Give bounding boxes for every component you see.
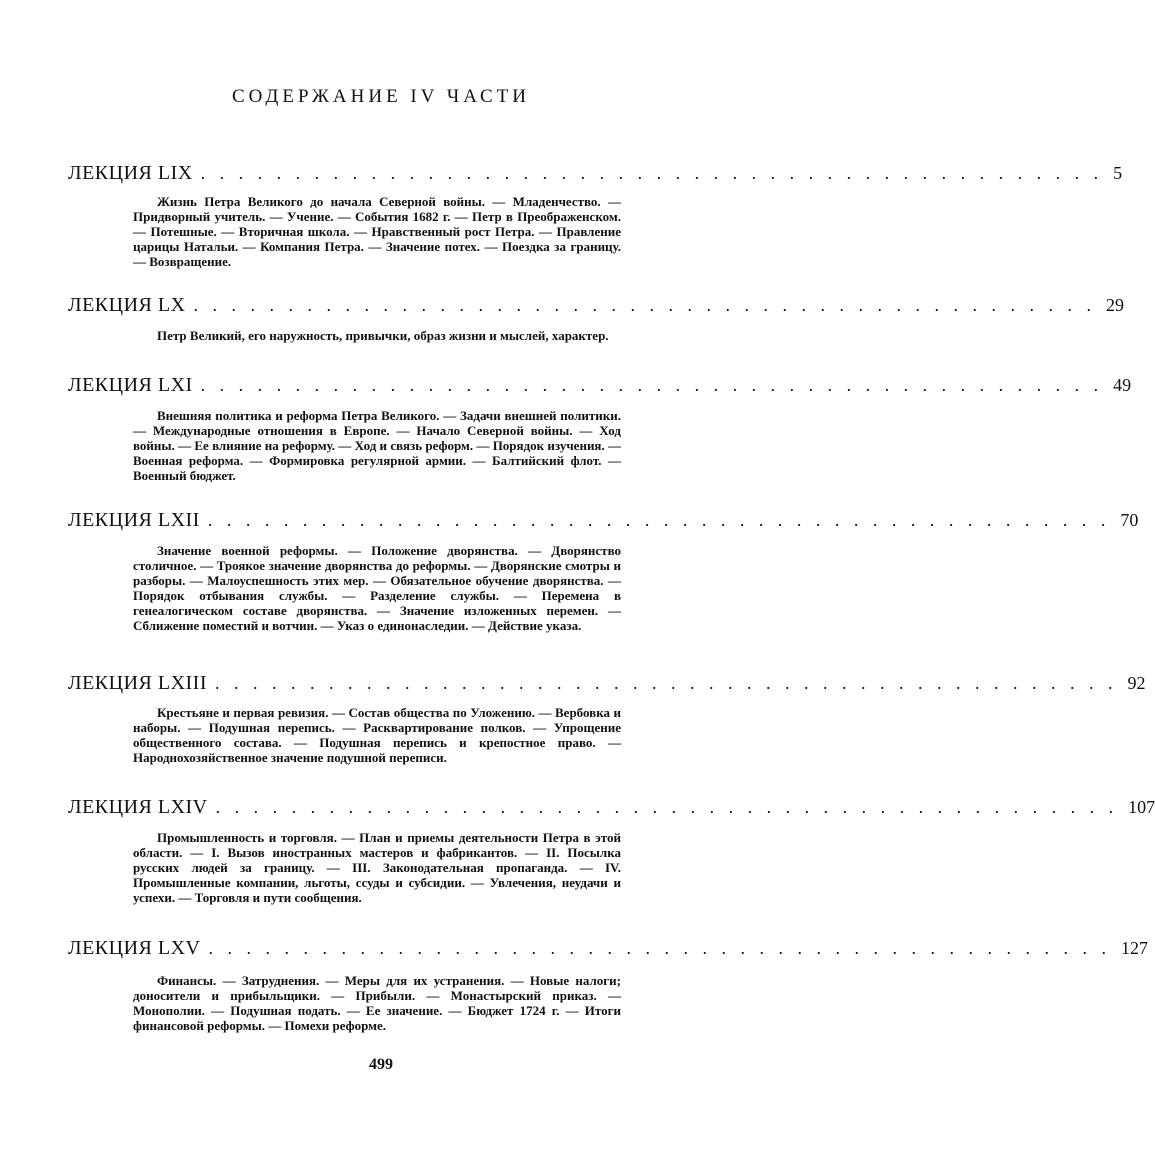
lecture-title: ЛЕКЦИЯ LX [68, 294, 186, 316]
toc-entry-heading [68, 509, 1139, 533]
toc-entry-heading [68, 374, 1132, 398]
page-number-footer: 499 [369, 1056, 393, 1073]
lecture-summary: Жизнь Петра Великого до начала Северной войны. — Младенчество. — Придворный учитель. — Учение. — События 1682 г. — Петр в Преображенском. — Потешные. — Вторичная школа. — Нравственный рост Петра. — Правление царицы Натальи. — Компания Петра. — Значение потех. — Поездка за границу. — Возвращение. [133, 194, 621, 269]
lecture-title: ЛЕКЦИЯ LXIV [68, 796, 208, 818]
lecture-title: ЛЕКЦИЯ LIX [68, 162, 193, 184]
dot-leader: . . . . . . . . . . . . . . . . . . . . . . . . . . . . . . . . . . . . . . . . . . . . . . . . [215, 797, 1119, 817]
page-number: 92 [1127, 673, 1146, 693]
lecture-title: ЛЕКЦИЯ LXII [68, 509, 200, 531]
lecture-summary: Крестьяне и первая ревизия. — Состав общества по Уложению. — Вербовка и наборы. — Подушная перепись. — Расквартирование полков. — Упрощение общественного состава. — Подушная перепись и крепостное право. — Народнохозяйственное значение подушной переписи. [133, 705, 621, 765]
lecture-summary: Финансы. — Затруднения. — Меры для их устранения. — Новые налоги; доносители и прибыльщики. — Прибыли. — Монастырский приказ. — Монополии. — Подушная подать. — Ее значение. — Бюджет 1724 г. — Итоги финансовой реформы. — Помехи реформе. [133, 973, 621, 1033]
toc-entry-heading [68, 937, 1148, 961]
toc-entry-heading [68, 672, 1146, 696]
page-number: 127 [1120, 938, 1148, 958]
lecture-summary: Значение военной реформы. — Положение дворянства. — Дворянство столичное. — Троякое значение дворянства до реформы. — Дворянские смотры и разборы. — Малоуспешность этих мер. — Обязательное обучение дворянства. — Порядок отбывания службы. — Разделение службы. — Перемена в генеалогическом составе дворянства. — Значение изложенных перемен. — Сближение поместий и вотчин. — Указ о единонаследии. — Действие указа. [133, 543, 621, 633]
lecture-title: ЛЕКЦИЯ LXI [68, 374, 193, 396]
lecture-title: ЛЕКЦИЯ LXV [68, 937, 201, 959]
dot-leader: . . . . . . . . . . . . . . . . . . . . . . . . . . . . . . . . . . . . . . . . . . . . . . . . [208, 938, 1111, 958]
dot-leader: . . . . . . . . . . . . . . . . . . . . . . . . . . . . . . . . . . . . . . . . . . . . . . . . [200, 163, 1104, 183]
toc-entry-heading [68, 162, 1123, 186]
page-number: 49 [1113, 375, 1132, 395]
page-number: 70 [1120, 510, 1139, 530]
lecture-title: ЛЕКЦИЯ LXIII [68, 672, 207, 694]
page-number: 5 [1113, 163, 1123, 183]
lecture-summary: Петр Великий, его наружность, привычки, образ жизни и мыслей, характер. [157, 328, 609, 343]
dot-leader: . . . . . . . . . . . . . . . . . . . . . . . . . . . . . . . . . . . . . . . . . . . . . . . . [215, 673, 1118, 693]
dot-leader: . . . . . . . . . . . . . . . . . . . . . . . . . . . . . . . . . . . . . . . . . . . . . . . . [193, 295, 1097, 315]
page-number: 107 [1128, 797, 1155, 817]
dot-leader: . . . . . . . . . . . . . . . . . . . . . . . . . . . . . . . . . . . . . . . . . . . . . . . . [207, 510, 1111, 530]
lecture-summary: Промышленность и торговля. — План и приемы деятельности Петра в этой области. — I. Вызов иностранных мастеров и фабрикантов. — II. Посылка русских людей за границу. — III. Законодательная пропаганда. — IV. Промышленные компании, льготы, ссуды и субсидии. — Увлечения, неудачи и успехи. — Торговля и пути сообщения. [133, 830, 621, 905]
toc-entry-heading [68, 796, 1155, 820]
lecture-summary: Внешняя политика и реформа Петра Великого. — Задачи внешней политики. — Международные отношения в Европе. — Начало Северной войны. — Ход войны. — Ее влияние на реформу. — Ход и связь реформ. — Порядок изучения. — Военная реформа. — Формировка регулярной армии. — Балтийский флот. — Военный бюджет. [133, 408, 621, 483]
page-number: 29 [1106, 295, 1125, 315]
page-title: СОДЕРЖАНИЕ IV ЧАСТИ [231, 86, 531, 107]
toc-entry-heading [68, 294, 1125, 318]
dot-leader: . . . . . . . . . . . . . . . . . . . . . . . . . . . . . . . . . . . . . . . . . . . . . . . . [200, 375, 1104, 395]
